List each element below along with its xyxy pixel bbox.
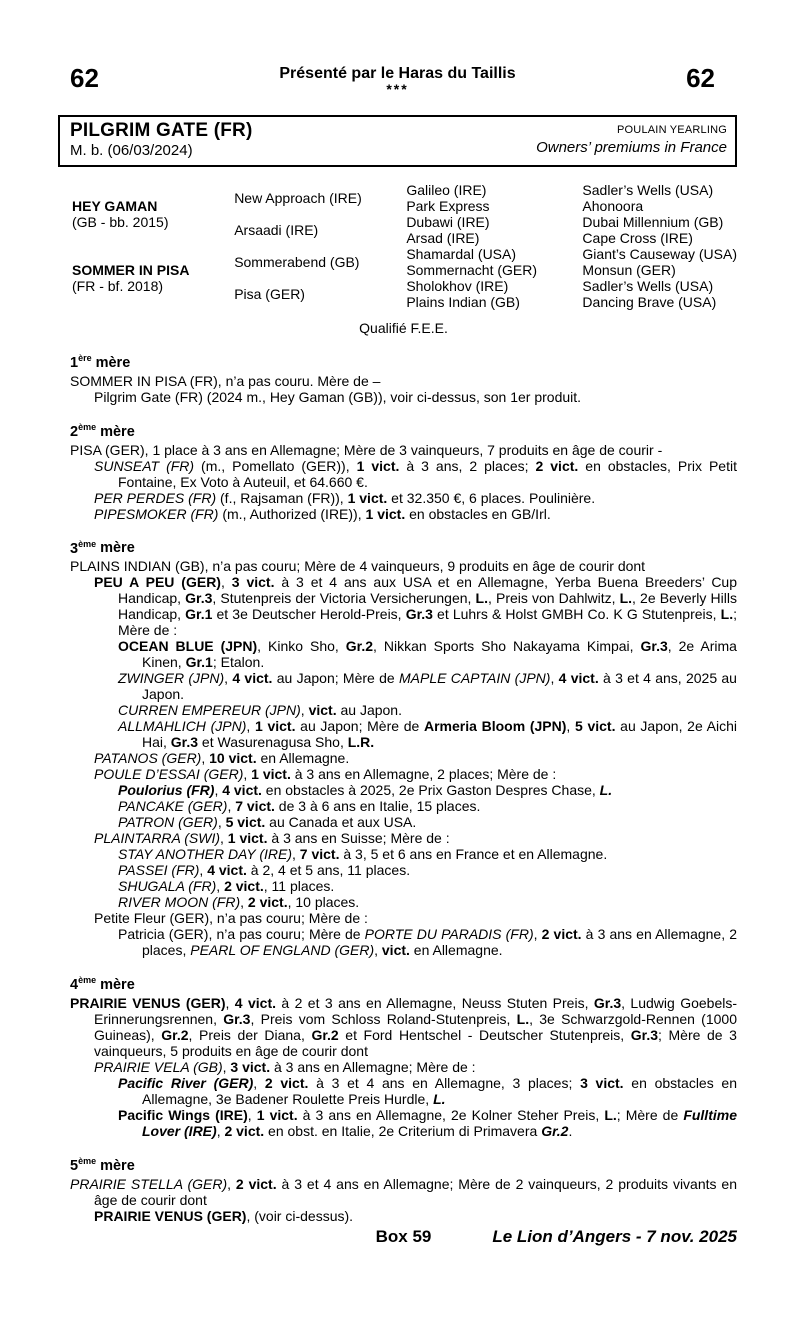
lot-number-left: 62 bbox=[70, 63, 99, 93]
text-run: 3 vict. bbox=[231, 574, 275, 591]
text-run: vict. bbox=[308, 702, 337, 719]
mare-label: mère bbox=[95, 354, 131, 371]
pedigree-paragraph bbox=[70, 442, 737, 458]
text-run: ; Etalon. bbox=[212, 654, 265, 671]
text-run: STAY ANOTHER DAY (IRE) bbox=[118, 846, 292, 863]
pedigree-entry: Sommernacht (GER) bbox=[406, 262, 538, 278]
text-run: ZWINGER (JPN) bbox=[118, 670, 225, 687]
lot-number-right: 62 bbox=[686, 63, 715, 93]
text-run: 2 vict. bbox=[535, 457, 579, 474]
pedigree-paragraph bbox=[70, 878, 737, 894]
pedigree-entry: Sadler’s Wells (USA) bbox=[582, 182, 714, 198]
text-run: 3 vict. bbox=[230, 1059, 271, 1076]
text-run: , Preis der Diana, bbox=[188, 1027, 312, 1044]
mare-section-heading bbox=[70, 350, 737, 372]
text-run: , bbox=[217, 814, 226, 831]
text-run: à 3 et 4 ans aux USA et en Allemagne, Yerba Buena Breeders’ Cup Handicap, bbox=[118, 574, 738, 607]
text-run: 1 vict. bbox=[256, 1107, 298, 1124]
qualification-note: Qualifié F.E.E. bbox=[359, 320, 448, 336]
pedigree-entry: Giant’s Causeway (USA) bbox=[582, 246, 737, 262]
text-run: , bbox=[227, 1176, 236, 1193]
text-run: Gr.3 bbox=[640, 638, 668, 655]
text-run: Patricia (GER), n’a pas couru; Mère de bbox=[118, 926, 365, 943]
pedigree-paragraph bbox=[70, 862, 737, 878]
text-run: Gr.3 bbox=[593, 995, 622, 1012]
text-run: , bbox=[224, 670, 233, 687]
mare-ordinal-suffix: ème bbox=[78, 975, 97, 986]
pedigree-entry: Arsad (IRE) bbox=[406, 230, 480, 246]
sale-category-label: POULAIN YEARLING bbox=[617, 124, 727, 136]
horse-birth-info: M. b. (06/03/2024) bbox=[70, 142, 193, 159]
pedigree-entry: Shamardal (USA) bbox=[406, 246, 517, 262]
text-run: en Allemagne. bbox=[256, 750, 350, 767]
text-run: , bbox=[227, 798, 236, 815]
text-run: , bbox=[225, 995, 235, 1012]
text-run: L. bbox=[433, 1091, 446, 1108]
text-run: en obstacles en GB/Irl. bbox=[405, 505, 551, 522]
text-run: PLAINS INDIAN (GB), n’a pas couru; Mère de 4 vainqueurs, 9 produits en âge de courir dont bbox=[70, 558, 646, 575]
text-run: , bbox=[240, 894, 248, 911]
text-run: , bbox=[220, 830, 228, 847]
pedigree-paragraph bbox=[70, 766, 737, 782]
text-run: à 3 et 4 ans, 2025 au Japon. bbox=[142, 670, 737, 703]
text-run: en obstacles en Allemagne, 3e Badener Roulette Preis Hurdle, bbox=[142, 1075, 737, 1108]
pedigree-paragraph bbox=[70, 558, 737, 574]
text-run: L. bbox=[619, 590, 633, 607]
text-run: L. bbox=[516, 1011, 530, 1028]
text-run: , 3e Schwarzgold-Rennen (1000 Guineas), bbox=[94, 1011, 737, 1044]
text-run: 4 vict. bbox=[207, 862, 247, 879]
pedigree-entry: New Approach (IRE) bbox=[234, 190, 362, 206]
text-run: à 2 et 3 ans en Allemagne, Neuss Stuten Preis, bbox=[276, 995, 594, 1012]
text-run: PRAIRIE STELLA (GER) bbox=[70, 1176, 228, 1193]
text-run: Armeria Bloom (JPN) bbox=[424, 718, 567, 735]
text-run: à 3 ans en Allemagne, 2 places; Mère de : bbox=[290, 766, 557, 783]
pedigree-entry: Ahonoora bbox=[582, 198, 644, 214]
text-run: L.R. bbox=[347, 734, 375, 751]
text-run: ALLMAHLICH (JPN) bbox=[118, 718, 247, 735]
text-run: L. bbox=[720, 606, 734, 623]
horse-name: PILGRIM GATE (FR) bbox=[70, 120, 253, 141]
pedigree-col-greatgrandparents bbox=[406, 182, 582, 310]
text-run: , 10 places. bbox=[287, 894, 360, 911]
text-run: à 3, 5 et 6 ans en France et en Allemagne. bbox=[339, 846, 608, 863]
text-run: , Ludwig Goebels-Erinnerungsrennen, bbox=[94, 995, 737, 1028]
owners-premiums-label: Owners’ premiums in France bbox=[536, 139, 727, 156]
text-run: PANCAKE (GER) bbox=[118, 798, 228, 815]
pedigree-entry: Sommerabend (GB) bbox=[234, 254, 360, 270]
text-run: Gr.1 bbox=[185, 606, 213, 623]
text-run: Gr.3 bbox=[185, 590, 213, 607]
text-run: OCEAN BLUE (JPN) bbox=[118, 638, 258, 655]
text-run: , Preis vom Schloss Roland-Stutenpreis, bbox=[250, 1011, 517, 1028]
pedigree-paragraph bbox=[70, 670, 737, 702]
pedigree-paragraph bbox=[70, 458, 737, 490]
text-run: SUNSEAT (FR) bbox=[94, 457, 195, 474]
text-run: PATRON (GER) bbox=[118, 814, 218, 831]
pedigree-paragraph bbox=[70, 1075, 737, 1107]
pedigree-entry: Monsun (GER) bbox=[582, 262, 676, 278]
pedigree-entry-sire bbox=[72, 182, 234, 246]
text-run: vict. bbox=[381, 942, 410, 959]
text-run: 5 vict. bbox=[225, 814, 266, 831]
text-run: PRAIRIE VELA (GB) bbox=[94, 1059, 223, 1076]
text-run: et 3e Deutscher Herold-Preis, bbox=[212, 606, 406, 623]
text-run: à 3 ans, 2 places; bbox=[399, 457, 536, 474]
sire-detail: (GB - bb. 2015) bbox=[72, 214, 169, 230]
text-run: Gr.3 bbox=[630, 1027, 659, 1044]
text-run: , bbox=[374, 942, 382, 959]
mare-ordinal: 3 bbox=[70, 540, 79, 557]
text-run: au Japon, 2e Aichi Hai, bbox=[142, 718, 737, 751]
text-run: 1 vict. bbox=[347, 489, 388, 506]
pedigree-entry: Sadler’s Wells (USA) bbox=[582, 278, 714, 294]
text-run: 7 vict. bbox=[235, 798, 275, 815]
pedigree-paragraph bbox=[70, 1059, 737, 1075]
text-run: en obst. en Italie, 2e Criterium di Primavera bbox=[264, 1123, 542, 1140]
pedigree-paragraph bbox=[70, 782, 737, 798]
mare-label: mère bbox=[100, 977, 135, 994]
text-run: et Wasurenagusa Sho, bbox=[198, 734, 348, 751]
text-run: au Japon. bbox=[336, 702, 402, 719]
horse-title-box bbox=[58, 115, 737, 167]
pedigree-entry-dam bbox=[72, 246, 234, 310]
text-run: PLAINTARRA (SWI) bbox=[94, 830, 221, 847]
pedigree-paragraph bbox=[70, 1107, 737, 1139]
text-run: , bbox=[292, 846, 300, 863]
mare-ordinal-suffix: ère bbox=[78, 353, 92, 363]
pedigree-paragraph bbox=[70, 506, 737, 522]
text-run: 4 vict. bbox=[222, 782, 262, 799]
text-run: en Allemagne. bbox=[409, 942, 503, 959]
dam-detail: (FR - bf. 2018) bbox=[72, 278, 164, 294]
text-run: , bbox=[201, 750, 210, 767]
text-run: à 3 et 4 ans en Allemagne, 3 places; bbox=[308, 1075, 581, 1092]
box-number: Box 59 bbox=[375, 1227, 432, 1247]
text-run: PIPESMOKER (FR) bbox=[94, 505, 219, 522]
text-run: RIVER MOON (FR) bbox=[118, 894, 241, 911]
text-run: (f., Rajsaman (FR)), bbox=[216, 489, 348, 506]
text-run: de 3 à 6 ans en Italie, 15 places. bbox=[274, 798, 481, 815]
text-run: , Nikkan Sports Sho Nakayama Kimpai, bbox=[373, 638, 641, 655]
text-run: , bbox=[550, 670, 559, 687]
text-run: (m., Authorized (IRE)), bbox=[218, 505, 366, 522]
text-run: Gr.3 bbox=[223, 1011, 251, 1028]
text-run: ; Mère de 3 vainqueurs, 5 produits en âge de courir dont bbox=[94, 1027, 737, 1060]
text-run: 1 vict. bbox=[227, 830, 268, 847]
text-run: 4 vict. bbox=[558, 670, 599, 687]
text-run: Gr.3 bbox=[405, 606, 433, 623]
text-run: , bbox=[243, 766, 252, 783]
mare-label: mère bbox=[100, 423, 135, 440]
text-run: Gr.2 bbox=[541, 1123, 569, 1140]
text-run: Pilgrim Gate (FR) (2024 m., Hey Gaman (GB)), voir ci-dessus, son 1er produit. bbox=[94, 388, 582, 405]
text-run: Fulltime Lover (IRE) bbox=[142, 1107, 737, 1140]
pedigree-paragraph bbox=[70, 1176, 737, 1208]
text-run: PRAIRIE VENUS (GER) bbox=[70, 995, 226, 1012]
text-run: Gr.2 bbox=[161, 1027, 189, 1044]
text-run: , bbox=[533, 926, 542, 943]
pedigree-col-grandparents bbox=[234, 182, 406, 310]
text-run: 2 vict. bbox=[541, 926, 582, 943]
mare-section bbox=[70, 536, 737, 959]
text-run: L. bbox=[475, 590, 488, 607]
text-run: Poulorius (FR) bbox=[118, 782, 215, 799]
text-run: , bbox=[222, 1059, 231, 1076]
presenter-block bbox=[279, 64, 515, 95]
pedigree-paragraph bbox=[70, 846, 737, 862]
pedigree-col-parents bbox=[72, 182, 234, 310]
mare-section bbox=[70, 350, 737, 405]
pedigree-entry: Arsaadi (IRE) bbox=[234, 222, 319, 238]
text-run: en obstacles à 2025, 2e Prix Gaston Despres Chase, bbox=[261, 782, 600, 799]
text-run: , (voir ci-dessus). bbox=[246, 1208, 354, 1225]
pedigree-paragraph bbox=[70, 1208, 737, 1224]
pedigree-paragraph bbox=[70, 910, 737, 926]
text-run: Gr.3 bbox=[170, 734, 199, 751]
pedigree-paragraph bbox=[70, 574, 737, 638]
mare-label: mère bbox=[100, 1158, 135, 1175]
text-run: PISA (GER), 1 place à 3 ans en Allemagne; Mère de 3 vainqueurs, 7 produits en âge de courir - bbox=[70, 441, 663, 458]
text-run: , bbox=[566, 718, 575, 735]
text-run: PASSEI (FR) bbox=[118, 862, 200, 879]
text-run: , bbox=[220, 574, 232, 591]
mare-ordinal-suffix: ème bbox=[78, 1156, 97, 1167]
text-run: (m., Pomellato (GER)), bbox=[194, 457, 357, 474]
text-run: ; Mère de : bbox=[118, 606, 737, 639]
mare-ordinal-suffix: ème bbox=[78, 538, 97, 549]
pedigree-col-greatgreatgrandparents bbox=[582, 182, 737, 310]
pedigree-entry: Pisa (GER) bbox=[234, 286, 305, 302]
pedigree-entry: Plains Indian (GB) bbox=[406, 294, 520, 310]
text-run: , 2e Beverly Hills Handicap, bbox=[118, 590, 737, 623]
text-run: , Stutenpreis der Victoria Versicherungen, bbox=[212, 590, 476, 607]
mare-ordinal: 1 bbox=[70, 354, 79, 371]
pedigree-entry: Dubai Millennium (GB) bbox=[582, 214, 724, 230]
page-footer bbox=[70, 1226, 737, 1248]
text-run: 4 vict. bbox=[234, 995, 277, 1012]
pedigree-entry: Sholokhov (IRE) bbox=[406, 278, 509, 294]
sire-name: HEY GAMAN bbox=[72, 198, 158, 214]
sale-conditions bbox=[536, 120, 727, 157]
text-run: à 3 ans en Allemagne, 2 places, bbox=[142, 926, 738, 959]
dam-sections bbox=[70, 350, 737, 1224]
pedigree-paragraph bbox=[70, 830, 737, 846]
text-run: 3 vict. bbox=[580, 1075, 624, 1092]
text-run: à 3 ans en Allemagne, 2e Kolner Steher Preis, bbox=[297, 1107, 605, 1124]
text-run: 7 vict. bbox=[299, 846, 340, 863]
presenter-stars: *** bbox=[386, 81, 409, 97]
pedigree-paragraph bbox=[70, 750, 737, 766]
mare-section bbox=[70, 419, 737, 522]
mare-section-heading bbox=[70, 972, 737, 994]
text-run: , bbox=[216, 1123, 225, 1140]
text-run: PEARL OF ENGLAND (GER) bbox=[190, 942, 375, 959]
text-run: et 32.350 €, 6 places. Poulinière. bbox=[387, 489, 596, 506]
text-run: Pacific Wings (IRE) bbox=[118, 1107, 248, 1124]
page-header bbox=[58, 64, 737, 95]
mare-section-heading bbox=[70, 536, 737, 558]
text-run: , Preis von Dahlwitz, bbox=[487, 590, 620, 607]
text-run: et Ford Hentschel - Deutscher Stutenpreis, bbox=[338, 1027, 631, 1044]
text-run: Pacific River (GER) bbox=[118, 1075, 254, 1092]
text-run: , bbox=[199, 862, 208, 879]
text-run: L. bbox=[599, 782, 613, 799]
text-run: PER PERDES (FR) bbox=[94, 489, 217, 506]
text-run: à 2, 4 et 5 ans, 11 places. bbox=[246, 862, 411, 879]
pedigree-entry: Park Express bbox=[406, 198, 490, 214]
text-run: PATANOS (GER) bbox=[94, 750, 202, 767]
text-run: , bbox=[253, 1075, 265, 1092]
pedigree-entry: Dancing Brave (USA) bbox=[582, 294, 717, 310]
text-run: 4 vict. bbox=[232, 670, 273, 687]
pedigree-table bbox=[72, 182, 737, 310]
text-run: au Japon; Mère de bbox=[295, 718, 424, 735]
text-run: CURREN EMPEREUR (JPN) bbox=[118, 702, 301, 719]
pedigree-paragraph bbox=[70, 702, 737, 718]
pedigree-entry: Dubawi (IRE) bbox=[406, 214, 490, 230]
text-run: 2 vict. bbox=[247, 894, 288, 911]
text-run: , 2e Arima Kinen, bbox=[142, 638, 737, 671]
text-run: , bbox=[247, 1107, 257, 1124]
text-run: Gr.2 bbox=[311, 1027, 339, 1044]
text-run: 1 vict. bbox=[254, 718, 296, 735]
text-run: PEU A PEU (GER) bbox=[94, 574, 221, 591]
text-run: au Japon; Mère de bbox=[272, 670, 399, 687]
mare-section bbox=[70, 1153, 737, 1224]
text-run: POULE D’ESSAI (GER) bbox=[94, 766, 244, 783]
text-run: 1 vict. bbox=[251, 766, 291, 783]
text-run: 1 vict. bbox=[356, 457, 400, 474]
mare-section-heading bbox=[70, 1153, 737, 1175]
pedigree-paragraph bbox=[70, 926, 737, 958]
mare-label: mère bbox=[100, 540, 135, 557]
horse-identity bbox=[70, 120, 252, 160]
dam-name: SOMMER IN PISA bbox=[72, 262, 190, 278]
text-run: et Luhrs & Holst GMBH Co. K G Stutenpreis, bbox=[432, 606, 721, 623]
text-run: SHUGALA (FR) bbox=[118, 878, 217, 895]
text-run: en obstacles, Prix Petit Fontaine, Ex Voto à Auteuil, et 64.660 €. bbox=[118, 457, 737, 490]
pedigree-paragraph bbox=[70, 490, 737, 506]
text-run: , Kinko Sho, bbox=[257, 638, 346, 655]
mare-ordinal: 5 bbox=[70, 1158, 79, 1175]
text-run: , bbox=[246, 718, 255, 735]
sale-info: Le Lion d’Angers - 7 nov. 2025 bbox=[492, 1227, 737, 1247]
text-run: 2 vict. bbox=[264, 1075, 309, 1092]
text-run: PRAIRIE VENUS (GER) bbox=[94, 1208, 247, 1225]
text-run: 2 vict. bbox=[224, 878, 264, 895]
pedigree-paragraph bbox=[70, 373, 737, 389]
pedigree-entry: Cape Cross (IRE) bbox=[582, 230, 693, 246]
pedigree-paragraph bbox=[70, 638, 737, 670]
text-run: 2 vict. bbox=[224, 1123, 265, 1140]
text-run: Gr.1 bbox=[185, 654, 213, 671]
text-run: à 3 ans en Suisse; Mère de : bbox=[267, 830, 450, 847]
text-run: ; Mère de bbox=[616, 1107, 684, 1124]
text-run: Gr.2 bbox=[345, 638, 374, 655]
mare-ordinal: 4 bbox=[70, 977, 79, 994]
mare-ordinal-suffix: ème bbox=[78, 421, 97, 432]
text-run: 2 vict. bbox=[235, 1176, 277, 1193]
text-run: L. bbox=[604, 1107, 617, 1124]
pedigree-paragraph bbox=[70, 894, 737, 910]
pedigree-paragraph bbox=[70, 798, 737, 814]
pedigree-paragraph bbox=[70, 389, 737, 405]
text-run: au Canada et aux USA. bbox=[265, 814, 417, 831]
mare-section-heading bbox=[70, 419, 737, 441]
text-run: , bbox=[300, 702, 309, 719]
mare-ordinal: 2 bbox=[70, 423, 79, 440]
text-run: à 3 et 4 ans en Allemagne; Mère de 2 vainqueurs, 2 produits vivants en âge de courir dont bbox=[94, 1176, 737, 1209]
text-run: à 3 ans en Allemagne; Mère de : bbox=[270, 1059, 476, 1076]
text-run: 10 vict. bbox=[209, 750, 257, 767]
pedigree-paragraph bbox=[70, 814, 737, 830]
text-run: , bbox=[214, 782, 223, 799]
pedigree-paragraph bbox=[70, 718, 737, 750]
text-run: , bbox=[216, 878, 225, 895]
text-run: 5 vict. bbox=[574, 718, 616, 735]
presenter-title: Présenté par le Haras du Taillis bbox=[279, 65, 516, 82]
text-run: . bbox=[568, 1123, 573, 1140]
pedigree-paragraph bbox=[70, 995, 737, 1059]
text-run: , 11 places. bbox=[263, 878, 335, 895]
text-run: SOMMER IN PISA (FR), n’a pas couru. Mère de – bbox=[70, 372, 381, 389]
text-run: 1 vict. bbox=[365, 505, 406, 522]
pedigree-entry: Galileo (IRE) bbox=[406, 182, 487, 198]
mare-section bbox=[70, 972, 737, 1139]
text-run: MAPLE CAPTAIN (JPN) bbox=[398, 670, 551, 687]
text-run: Petite Fleur (GER), n’a pas couru; Mère de : bbox=[94, 910, 368, 927]
text-run: PORTE DU PARADIS (FR) bbox=[364, 926, 534, 943]
